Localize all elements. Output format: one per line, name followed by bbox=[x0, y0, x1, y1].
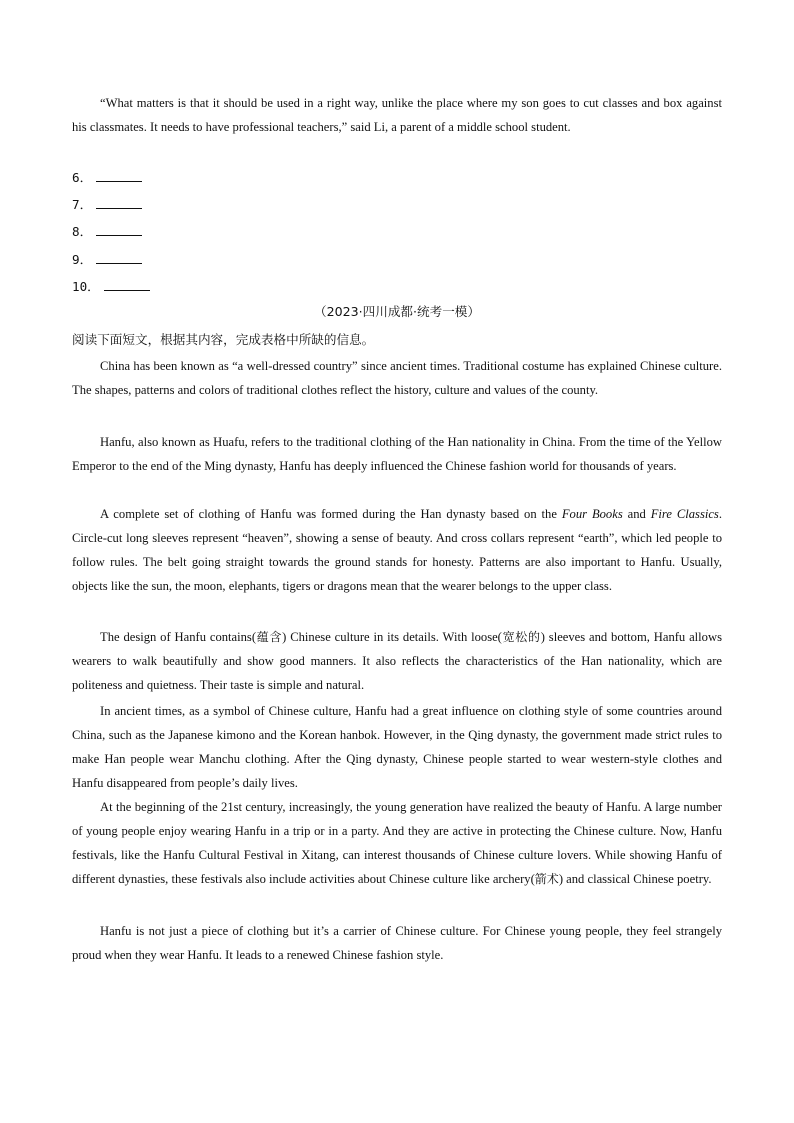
answer-blank-9 bbox=[72, 250, 142, 270]
blank-line bbox=[96, 197, 142, 209]
blank-line bbox=[96, 170, 142, 182]
blank-line bbox=[96, 252, 142, 264]
answer-blank-6 bbox=[72, 168, 142, 188]
answer-blank-10 bbox=[72, 277, 150, 297]
blank-line bbox=[96, 224, 142, 236]
passage-paragraph-5: In ancient times, as a symbol of Chinese culture, Hanfu had a great influence on clothing style of some countries around China, such as the Japanese kimono and the Korean hanbok. However, in the Qing dynasty, the government made strict rules to make Han people wear Manchu clothing. After the Qing dynasty, Chinese people started to wear western-style clothes and Hanfu disappeared from people’s daily lives. bbox=[72, 704, 722, 790]
book-title: Four Books bbox=[561, 507, 623, 521]
passage-paragraph-7: Hanfu is not just a piece of clothing but it’s a carrier of Chinese culture. For Chinese young people, they feel strangely proud when they wear Hanfu. It leads to a renewed Chinese fashion style. bbox=[72, 924, 722, 962]
passage-paragraph-3: A complete set of clothing of Hanfu was formed during the Han dynasty based on the Four Books and Fire Classics. Circle-cut long sleeves represent “heaven”, showing a sense of beauty. And cross collars represent “earth”, which led people to follow rules. The belt going straight towards the ground stands for honesty. Patterns are also important to Hanfu. Usually, objects like the sun, the moon, elephants, tigers or dragons mean that the wearer belongs to the upper class. bbox=[72, 507, 722, 593]
instruction-text: 阅读下面短文，根据其内容，完成表格中所缺的信息。 bbox=[72, 332, 375, 347]
passage-paragraph-4: The design of Hanfu contains(蕴含) Chinese culture in its details. With loose(宽松的) sleeves and bottom, Hanfu allows wearers to walk beautifully and show good manners. It also reflects the characteristics of the Han nationality, which are politeness and quietness. Their taste is simple and natural. bbox=[72, 630, 722, 692]
blank-number: 10． bbox=[72, 279, 100, 294]
chinese-gloss: 宽松的 bbox=[501, 630, 541, 644]
question-source: （2023·四川成都·统考一模） bbox=[314, 304, 480, 319]
blank-number: 9． bbox=[72, 252, 93, 267]
book-title: Fire Classics bbox=[650, 507, 719, 521]
chinese-gloss: 箭术 bbox=[534, 872, 559, 886]
intro-paragraph: “What matters is that it should be used in a right way, unlike the place where my son goes to cut classes and box against his classmates. It needs to have professional teachers,” said Li, a parent of a middle school student. bbox=[72, 96, 722, 134]
passage-paragraph-1: China has been known as “a well-dressed country” since ancient times. Traditional costume has explained Chinese culture. The shapes, patterns and colors of traditional clothes reflect the history, culture and values of the county. bbox=[72, 359, 722, 397]
passage-paragraph-6: At the beginning of the 21st century, increasingly, the young generation have realized the beauty of Hanfu. A large number of young people enjoy wearing Hanfu in a trip or in a party. And they are active in protecting the Chinese culture. Now, Hanfu festivals, like the Hanfu Cultural Festival in Xitang, can interest thousands of Chinese culture lovers. While showing Hanfu of different dynasties, these festivals also include activities about Chinese culture like archery(箭术) and classical Chinese poetry. bbox=[72, 800, 722, 886]
chinese-gloss: 蕴含 bbox=[256, 630, 283, 644]
blank-number: 7． bbox=[72, 197, 93, 212]
answer-blank-7 bbox=[72, 195, 142, 215]
passage-paragraph-2: Hanfu, also known as Huafu, refers to the traditional clothing of the Han nationality in China. From the time of the Yellow Emperor to the end of the Ming dynasty, Hanfu has deeply influenced the Chinese fashion world for thousands of years. bbox=[72, 435, 722, 473]
blank-number: 6． bbox=[72, 170, 93, 185]
blank-number: 8． bbox=[72, 224, 93, 239]
answer-blank-8 bbox=[72, 222, 142, 242]
blank-line bbox=[104, 279, 150, 291]
